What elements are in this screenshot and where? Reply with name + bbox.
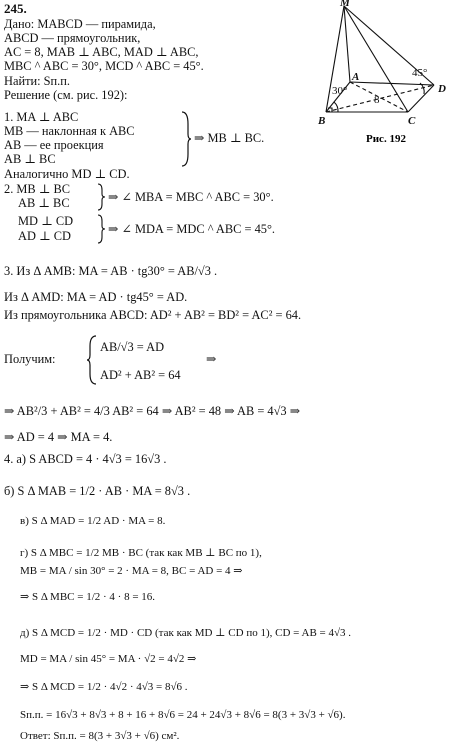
step1-line-1: MB — наклонная к ABC [4,124,135,138]
system-eq-2: AD² + AB² = 64 [100,368,181,382]
system-eq-1: AB/√3 = AD [100,340,165,354]
step2-result-2: ⇒ ∠ MDA = MDC ^ ABC = 45°. [108,222,276,236]
step4-d3: ⇒ S Δ MBC = 1/2 · 4 · 8 = 16. [20,591,156,603]
step3-line-2: Из Δ AMD: MA = AD · tg45° = AD. [4,290,188,304]
label-B: B [318,115,326,127]
step4-d2: MB = MA / sin 30° = 2 · MA = 8, BC = AD = 4 ⇒ [20,565,243,577]
step2-result-1: ⇒ ∠ MBA = MBC ^ ABC = 30°. [108,190,274,204]
label-A: A [352,71,360,83]
step2-brace-2 [96,214,106,244]
step4-b: б) S Δ MAB = 1/2 · AB · MA = 8√3 . [4,484,191,498]
get-label: Получим: [4,352,56,366]
answer-line: Ответ: Sп.п. = 8(3 + 3√3 + √6) см². [20,730,180,742]
step1-brace [180,110,192,168]
given-line-1: Дано: MABCD — пирамида, [4,17,156,31]
step4-e1: д) S Δ MCD = 1/2 · MD · CD (так как MD ⊥ CD по 1), CD = AB = 4√3 . [20,627,352,639]
step4-e2: MD = MA / sin 45° = MA · √2 = 4√2 ⇒ [20,653,197,665]
label-8: 8 [374,94,380,106]
system-brace [86,334,98,386]
step4-a: 4. а) S ABCD = 4 · 4√3 = 16√3 . [4,452,167,466]
given-line-4: MBC ^ ABC = 30°, MCD ^ ABC = 45°. [4,59,204,73]
step1-result: ⇒ MB ⊥ BC. [194,131,265,145]
system-arrow: ⇒ [206,352,217,366]
angle-arc-30 [334,102,338,112]
step2-brace-1 [96,183,106,211]
step1-line-3: AB ⊥ BC [4,152,56,166]
label-45: 45° [412,67,428,79]
step4-d1: г) S Δ MBC = 1/2 MB · BC (так как MB ⊥ BC по 1), [20,547,262,559]
step4-e3: ⇒ S Δ MCD = 1/2 · 4√2 · 4√3 = 8√6 . [20,681,188,693]
step1-line-2: AB — ее проекция [4,138,104,152]
step2-line-4: AD ⊥ CD [18,229,71,243]
label-D: D [438,83,446,95]
label-30: 30° [332,85,348,97]
given-line-3: AC = 8, MAB ⊥ ABC, MAD ⊥ ABC, [4,45,199,59]
label-C: C [408,115,416,127]
step1-similarly: Аналогично MD ⊥ CD. [4,167,130,181]
figure-caption: Рис. 192 [366,133,406,145]
solution-heading: Решение (см. рис. 192): [4,88,128,102]
pyramid-figure [316,0,466,150]
step4-total: Sп.п. = 16√3 + 8√3 + 8 + 16 + 8√6 = 24 + 24√3 + 8√6 = 8(3 + 3√3 + √6). [20,709,346,721]
given-line-2: ABCD — прямоугольник, [4,31,141,45]
step2-line-3: MD ⊥ CD [18,214,74,228]
edge-CD [408,85,434,112]
problem-number: 245. [4,1,27,16]
step3-line-1: 3. Из Δ AMB: MA = AB · tg30° = AB/√3 . [4,264,218,278]
step2-line-2: AB ⊥ BC [18,196,70,210]
step3-line-5: ⇒ AD = 4 ⇒ MA = 4. [4,430,113,444]
step4-c: в) S Δ MAD = 1/2 AD · MA = 8. [20,515,166,527]
step2-title: 2. MB ⊥ BC [4,182,71,196]
step1-title: 1. MA ⊥ ABC [4,110,79,124]
step3-line-3: Из прямоугольника ABCD: AD² + AB² = BD² = AC² = 64. [4,308,302,322]
label-M: M [340,0,350,9]
find-line: Найти: Sп.п. [4,74,71,88]
step3-line-4: ⇒ AB²/3 + AB² = 4/3 AB² = 64 ⇒ AB² = 48 ⇒ AB = 4√3 ⇒ [4,404,301,418]
edge-MA [344,6,350,82]
